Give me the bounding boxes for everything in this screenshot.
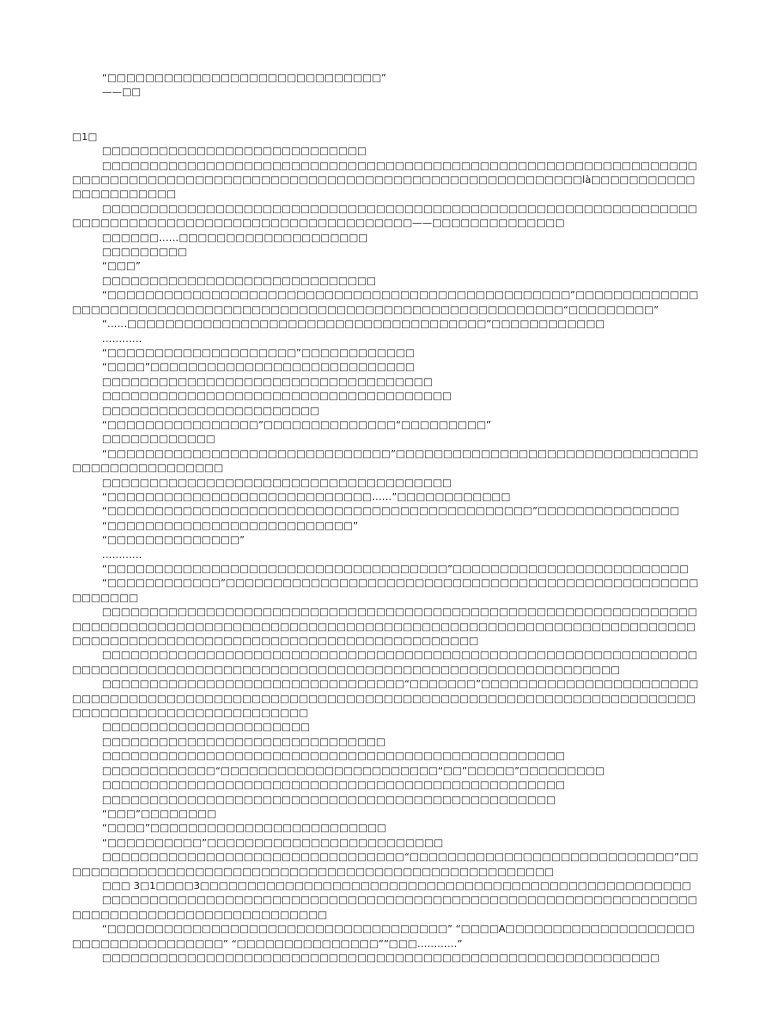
paragraph: “□□□”□□□□□□□□	[102, 808, 217, 820]
paragraph: □□□ 3□1□□□□3□□□□□□□□□□□□□□□□□□□□□□□□□□□□□□□□□□□□□□□□□□□□□□□□□□□□	[102, 880, 692, 892]
chapter-heading: □1□	[72, 131, 98, 143]
paragraph: □□□□□□□□□□□□□□□□□□□□□□□□□□□□□□□□□□□□□□□□□□□□□□□□□□□□□□□□□□□□□□□□□□□□□□□□□□□□□□□□□□□□□□□□□□□□□□□□□□□——□□□□□□□□□□□□□□	[72, 203, 698, 230]
spacer	[72, 101, 700, 131]
paragraph: “□□□□”□□□□□□□□□□□□□□□□□□□□□□□□□	[102, 823, 387, 835]
paragraph: □□□□□□□□□□□□□□□□□□□□□□□□□□□□□□□□“□□□□□□□”□□□□□□□□□□□□□□□□□□□□□□□□□□□□□□□□□□□□□□□□□□□□□□□□□□□□□□□□□□□□□□□□□□□□□□□□□□□□□□□□□□□□□□□□□□□□□□□□□□□□□□□□□□□□□□□□□□	[72, 679, 699, 720]
paragraph: “□□□□□□□□□□□□□□□□□□□□□□□□□□□□□□□□□□□□” “□□□□A□□□□□□□□□□□□□□□□□□□□□□□□□□□□□□□□□□□□” “□□□□□□□□□□□□□□□””□□□…………”	[72, 924, 695, 950]
paragraph: “□□□□□□□□□□□□”□□□□□□□□□□□□□□□□□□□□□□□□□□□□□□□□□□□□□□□□□□□□□□□□□□□□□□□□□	[72, 578, 699, 604]
paragraph: “□□□□□□□□□□□□□□□□□□□□□□□□□□□□……”□□□□□□□□□□□□	[102, 491, 511, 503]
body-text	[72, 145, 700, 966]
document-page	[72, 72, 700, 966]
paragraph: □□□□□□□□□□□□□□□□□□□□□□□□□□□□□□□□□□□□□□□□□□□□□□□□□□□□□□□□□□□□□□□□□□□□□□□□□□□□□□□□□□□□□□□□□□□□□□□□□□□□□□□□□□□□□□□□□□□□□□□□□	[72, 650, 698, 676]
paragraph: “□□□□□□□□□□□□□□□□□□□□□□□□□□□□□□□□□□□□□□□□□□□□□”□□□□□□□□□□□□□□□	[102, 506, 680, 518]
epigraph-quote: “□□□□□□□□□□□□□□□□□□□□□□□□□□□□□”	[102, 73, 387, 84]
paragraph: …………	[102, 333, 142, 345]
paragraph: □□□□□□□□□□□□□□□□□□□□□□□□□□□□□□	[102, 736, 386, 748]
paragraph: □□□□□□□□□□□□□□□□□□□□□□□□□□□□□□□□□□□	[102, 376, 433, 388]
paragraph: □□□□□□□□□□□□□□□□□□□□□□□□□□□□□□□□□□□□□□□□□□□□□□□□□	[102, 780, 565, 792]
paragraph: □□□□□□□□□□□□□□□□□□□□□□□□□□□□□□□□□□□□□□□□□□□□□□□□□□□□□□□□□□□	[102, 952, 660, 964]
paragraph: “□□□□□□□□□□□□□□□□”□□□□□□□□□□□□□□“□□□□□□□□□”	[102, 419, 492, 431]
paragraph: □□□□□□□□□□□□□□□□□□□□□□□□□□□□□□□□□□□□□	[102, 477, 452, 489]
paragraph: “□□□□□□□□□□□□□□”	[102, 535, 245, 547]
paragraph: “……□□□□□□□□□□□□□□□□□□□□□□□□□□□□□□□□□□□□□□”□□□□□□□□□□□□	[102, 319, 605, 331]
paragraph: □□□□□□□□□□□□□□□□□□□□□□□	[102, 405, 320, 417]
paragraph: “□□□□□□□□□□□□□□□□□□□□□□□□□□□□□□”□□□□□□□□□□□□□□□□□□□□□□□□□□□□□□□□□□□□□□□□□□□□□□□□	[72, 448, 699, 475]
paragraph: □□□□□□□□□□□□□□□□□□□□□□□□□□□□□□□□□□□□□□□□□□□□□□□□	[102, 794, 556, 806]
paragraph: □□□□□□□□□	[102, 247, 188, 259]
paragraph: □□□□□□□□□□□□□□□□□□□□□□□□□□□□□□□□□□□□□□□□□□□□□□□□□□□□□□□□□□□□□□□□□□□□□□□□□□□□□□□□□□□□□□□□□□□□□□□□□□□□□□□□□□□□□□□□□□□□□□□□□□□□□□□□□□□□□□□□□□□□□□□□□□□□□□□□□□□□□□□□□□□□□□□□□□□□	[72, 607, 698, 648]
paragraph: □□□□□□□□□□□□	[102, 434, 216, 446]
paragraph: □□□□□□□□□□□□□□□□□□□□□□□□□□□□	[102, 146, 367, 158]
paragraph: □□□□□□□□□□□□□□□□□□□□□□□□□□□□□□□□□□□□□□□□□□□□□□□□□□□□□□□□□□□□□□□□□□□□□□□□□□□□□□□□□□□□□□□□□□□□□□□□□□□□□□□□□□□□□□□□□□□□□là□□□□□□□□□□□□□□□□□□□□□□	[72, 160, 698, 201]
paragraph: □□□□□□□□□□□□□□□□□□□□□□□□□□□□□□□□“□□□□□□□□□□□□□□□□□□□□□□□□□□□□”□□□□□□□□□□□□□□□□□□□□□□□□□□□□□□□□□□□□□□□□□□□□□□□□□□□□□	[72, 852, 699, 878]
paragraph: “□□□”	[102, 261, 141, 273]
paragraph: “□□□□□□□□□□□□□□□□□□□□”□□□□□□□□□□□□	[102, 347, 415, 359]
paragraph: “□□□□□□□□□□□□□□□□□□□□□□□□□□”	[102, 520, 359, 532]
paragraph: “□□□□”□□□□□□□□□□□□□□□□□□□□□□□□□□□□	[102, 362, 415, 374]
paragraph: □□□□□□□□□□□□□□□□□□□□□□□□□□□□□	[102, 275, 376, 287]
paragraph: □□□□□□□□□□□□□□□□□□□□□□□□□□□□□□□□□□□□□	[102, 391, 452, 403]
paragraph: “□□□□□□□□□□”□□□□□□□□□□□□□□□□□□□□□□□□□	[102, 837, 444, 849]
paragraph: □□□□□□□□□□□□□□□□□□□□□□□□□□□□□□□□□□□□□□□□□□□□□□□□□□□□□□□□□□□□□□□□□□□□□□□□□□□□□□□□□□□□□□□□□□	[72, 895, 698, 921]
paragraph: …………	[102, 549, 142, 561]
paragraph: □□□□□□□□□□□□□□□□□□□□□□□□□□□□□□□□□□□□□□□□□□□□□□□□□	[102, 751, 565, 763]
paragraph: □□□□□□□□□□□□“□□□□□□□□□□□□□□□□□□□□□□□“□□”□□□□□”□□□□□□□□□	[102, 765, 605, 777]
paragraph: “□□□□□□□□□□□□□□□□□□□□□□□□□□□□□□□□□□□□□□□□□□□□□□□□□”□□□□□□□□□□□□□□□□□□□□□□□□□□□□□□□□□□□□□□□□□□□□□□□□□□□□□□□□□□□□□□□□□“□□□□□□□□□”	[72, 290, 699, 316]
paragraph: □□□□□□□□□□□□□□□□□□□□□□	[102, 722, 310, 734]
epigraph-attribution: ——□□	[102, 87, 141, 99]
paragraph: “□□□□□□□□□□□□□□□□□□□□□□□□□□□□□□□□□□□□”□□□□□□□□□□□□□□□□□□□□□□□□□	[102, 564, 689, 575]
paragraph: □□□□□□……□□□□□□□□□□□□□□□□□□□□	[102, 232, 368, 244]
